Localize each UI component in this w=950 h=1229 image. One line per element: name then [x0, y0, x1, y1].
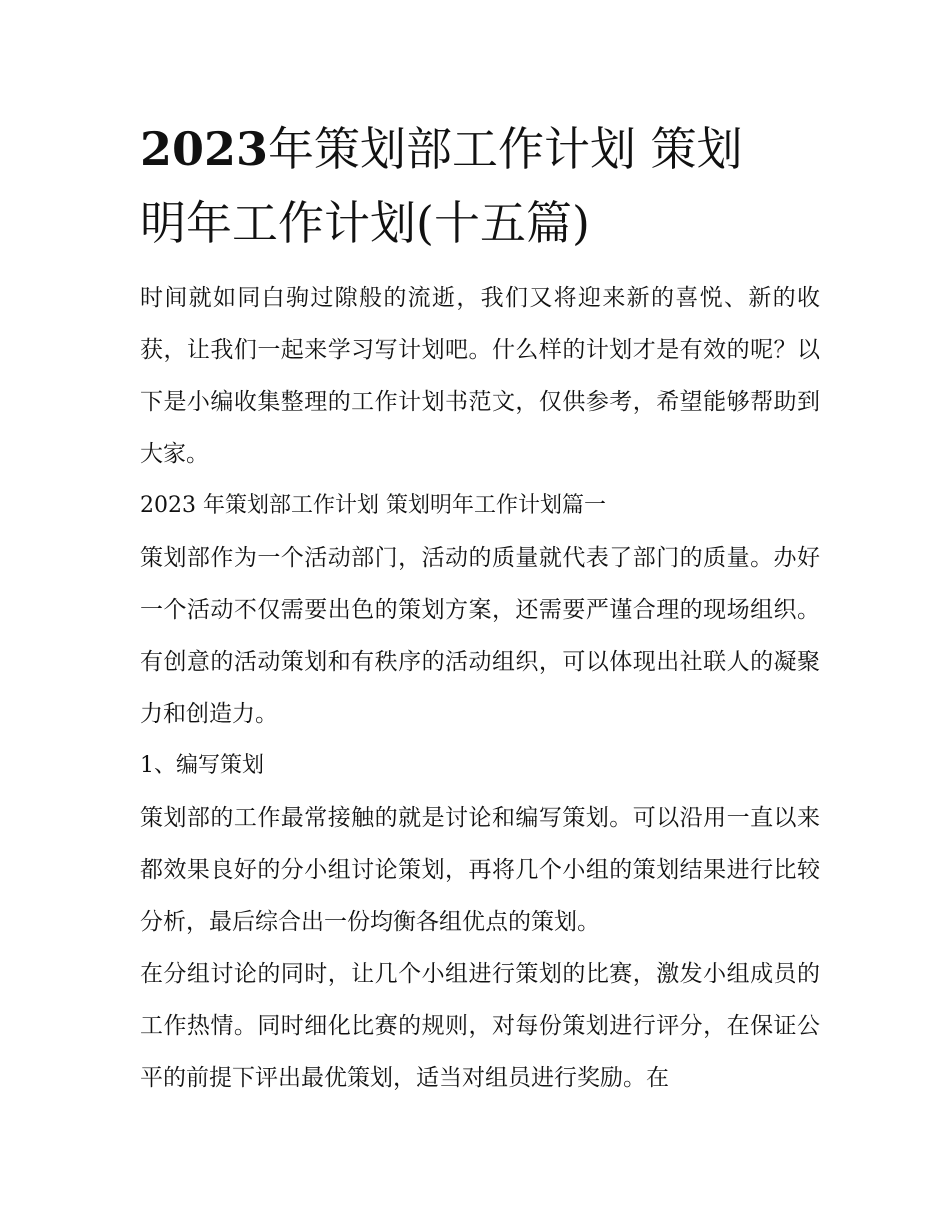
document-title — [140, 112, 820, 260]
section-title: 2023 年策划部工作计划 策划明年工作计划篇一 — [140, 493, 606, 518]
paragraph-2: 策划部的工作最常接触的就是讨论和编写策划。可以沿用一直以来都效果良好的分小组讨论策划，再将几个小组的策划结果进行比较分析，最后综合出一份均衡各组优点的策划。 — [140, 805, 820, 935]
item-heading-1: 1、编写策划 — [140, 753, 264, 778]
paragraph-3: 在分组讨论的同时，让几个小组进行策划的比赛，激发小组成员的工作热情。同时细化比赛的规则，对每份策划进行评分，在保证公平的前提下评出最优策划，适当对组员进行奖励。在 — [140, 961, 820, 1091]
paragraph-1: 策划部作为一个活动部门，活动的质量就代表了部门的质量。办好一个活动不仅需要出色的策划方案，还需要严谨合理的现场组织。有创意的活动策划和有秩序的活动组织，可以体现出社联人的凝聚力和创造力。 — [140, 545, 820, 727]
title-line2: 明年工作计划(十五篇) — [140, 196, 590, 250]
intro-paragraph: 时间就如同白驹过隙般的流逝，我们又将迎来新的喜悦、新的收获，让我们一起来学习写计划吧。什么样的计划才是有效的呢？以下是小编收集整理的工作计划书范文，仅供参考，希望能够帮助到大家。 — [140, 285, 820, 467]
document-body — [140, 112, 820, 1104]
title-line1-rest: 年策划部工作计划 策划 — [268, 122, 743, 176]
title-year: 2023 — [140, 122, 269, 176]
